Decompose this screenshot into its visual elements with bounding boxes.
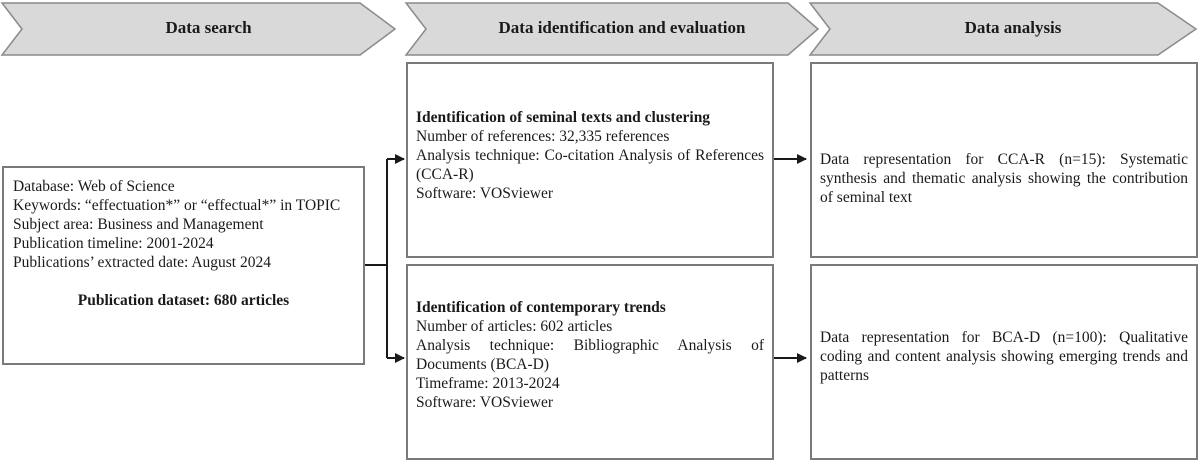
seminal-title: Identification of seminal texts and clustering [416,109,711,126]
dataset-text: Publication dataset: 680 articles [77,292,290,309]
analysis-cca-text: Data representation for CCA-R (n=15): Systematic synthesis and thematic analysis showing the contribution of seminal text [820,151,1188,206]
trends-title: Identification of contemporary trends [416,299,666,316]
seminal-technique-text: Analysis technique: Co-citation Analysis of References (CCA-R) [416,147,764,183]
analysis-bca-text: Data representation for BCA-D (n=100): Qualitative coding and content analysis showing emerging trends and patterns [820,329,1188,384]
seminal-texts-box [406,62,774,258]
seminal-software-text: Software: VOSviewer [416,185,554,202]
analysis-cca-box [810,62,1198,258]
connector-branch [365,159,404,358]
timeline-text: Publication timeline: 2001-2024 [13,235,214,252]
database-text: Database: Web of Science [13,178,175,195]
extracted-date-text: Publications’ extracted date: August 2024 [13,254,271,271]
subject-area-text: Subject area: Business and Management [13,216,264,233]
contemporary-trends-box [406,264,774,460]
keywords-text: Keywords: “effectuation*” or “effectual*” in TOPIC [13,197,341,214]
articles-count-text: Number of articles: 602 articles [416,318,613,335]
references-count-text: Number of references: 32,335 references [416,128,670,145]
trends-software-text: Software: VOSviewer [416,394,554,411]
stage-label-identification: Data identification and evaluation [498,18,746,37]
stage-label-analysis: Data analysis [964,18,1062,37]
timeframe-text: Timeframe: 2013-2024 [416,375,560,392]
search-criteria-box [2,166,365,365]
stage-label-search: Data search [165,18,252,37]
trends-technique-text: Analysis technique: Bibliographic Analysis of Documents (BCA-D) [416,337,764,373]
analysis-bca-box [810,264,1198,460]
